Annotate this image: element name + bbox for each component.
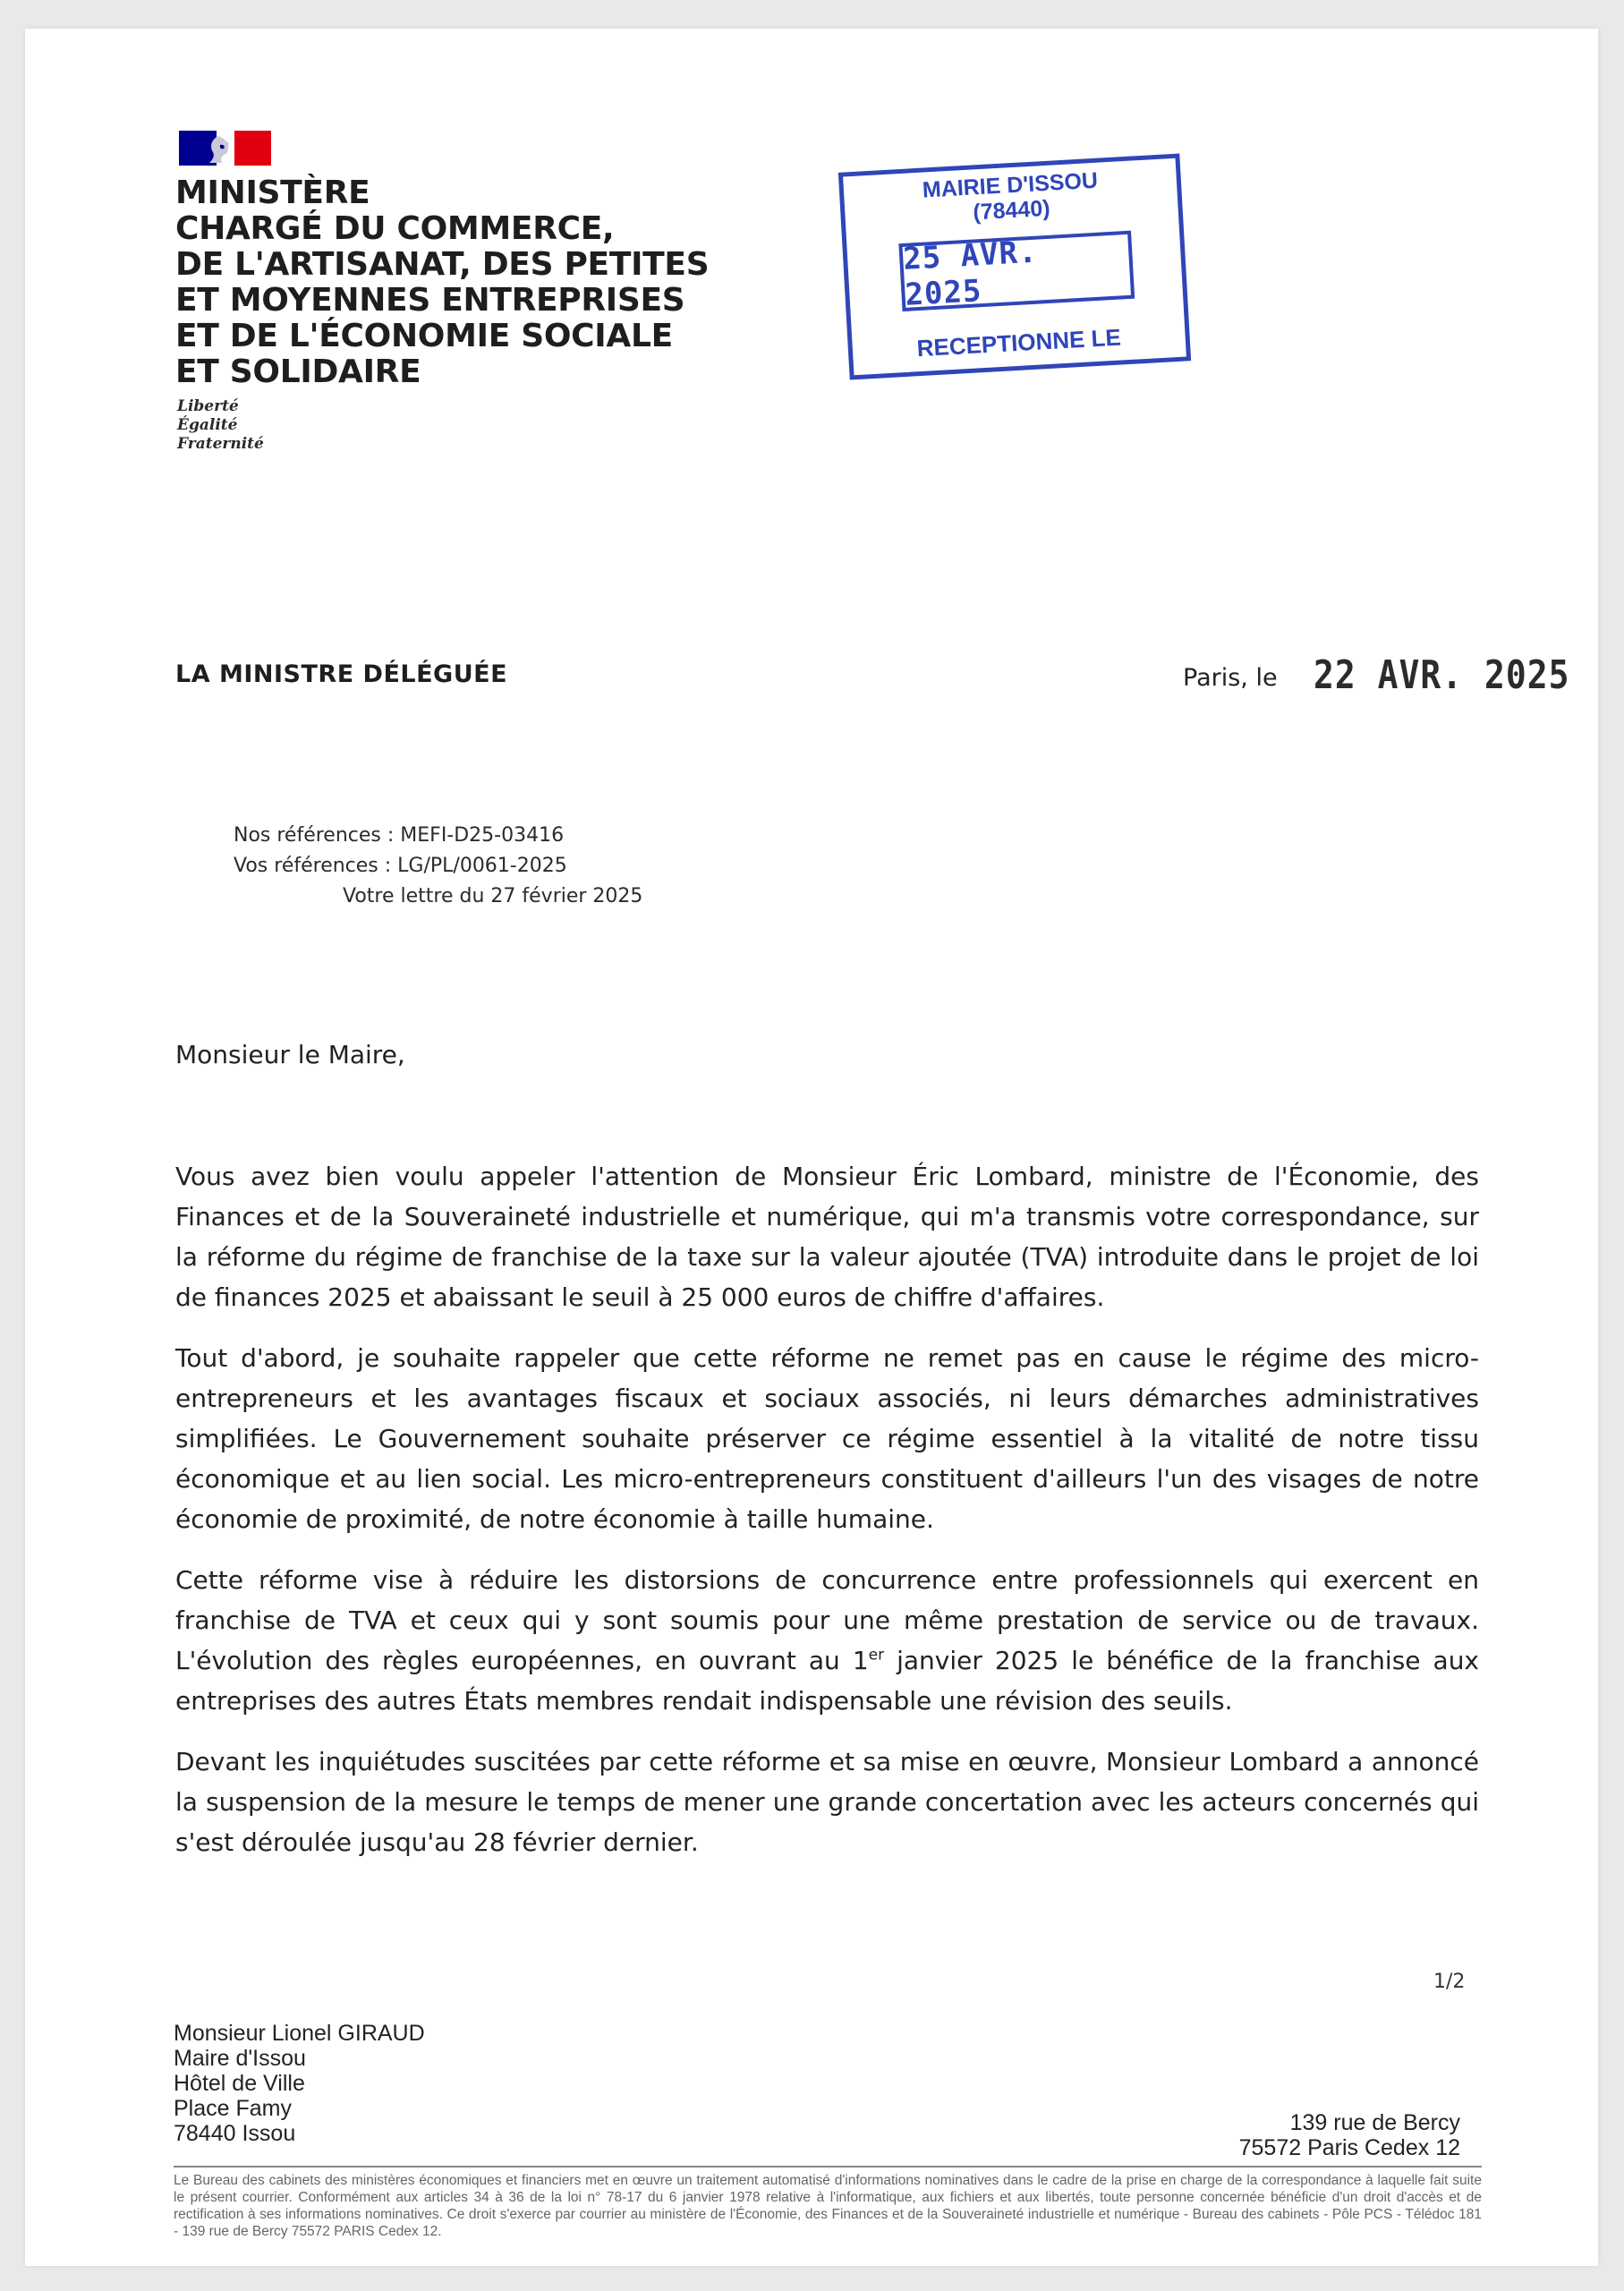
your-reference: Vos références : LG/PL/0061-2025 <box>234 855 567 877</box>
our-reference: Nos références : MEFI-D25-03416 <box>234 824 565 847</box>
addressee-line: Hôtel de Ville <box>174 2071 305 2096</box>
references-block <box>234 821 642 912</box>
ministry-line: ET SOLIDAIRE <box>175 353 421 390</box>
stamp-title <box>843 164 1178 233</box>
stamp-date: 25 AVR. 2025 <box>898 231 1135 311</box>
page-number: 1/2 <box>1433 1971 1466 1993</box>
your-letter-date: Votre lettre du 27 février 2025 <box>343 885 643 907</box>
addressee-line: 78440 Issou <box>174 2121 296 2146</box>
ministry-name <box>175 175 748 390</box>
addressee-line: Maire d'Issou <box>174 2046 306 2071</box>
ministry-line: DE L'ARTISANAT, DES PETITES <box>175 246 710 283</box>
paragraph-text: janvier 2025 le bénéfice de la franchise aux entreprises des autres États membres rendait indispensable une révision des seuils. <box>175 1646 1480 1716</box>
ministry-line: CHARGÉ DU COMMERCE, <box>175 210 615 247</box>
sender-address-line: 139 rue de Bercy <box>1289 2110 1460 2135</box>
stamp-title-line: MAIRIE D'ISSOU <box>922 167 1099 203</box>
ministry-line: ET MOYENNES ENTREPRISES <box>175 282 685 319</box>
letter-body <box>175 1156 1479 1883</box>
salutation: Monsieur le Maire, <box>175 1040 405 1069</box>
addressee-line: Place Famy <box>174 2096 292 2121</box>
ministry-line: MINISTÈRE <box>175 175 370 211</box>
privacy-notice: Le Bureau des cabinets des ministères économiques et financiers met en œuvre un traitement automatisé d'informations nominatives dans le cadre de la prise en charge de la correspondance à laquelle fait suite le présent courrier. Conformément aux articles 34 à 36 de la loi n° 78-17 du 6 janvier 1978 relative à l'informatique, aux fichiers et aux libertés, toute personne concernée bénéficie d'un droit d'accès et de rectification à ses informations nominatives. Ce droit s'exerce par courrier au ministère de l'Économie, des Finances et de la Souveraineté industrielle et numérique - Bureau des cabinets - Pôle PCS - Télédoc 181 - 139 rue de Bercy 75572 PARIS Cedex 12. <box>174 2173 1482 2239</box>
motto-line: Fraternité <box>177 435 264 453</box>
letter-page <box>25 29 1598 2266</box>
addressee-line: Monsieur Lionel GIRAUD <box>174 2021 425 2046</box>
signatory-title: LA MINISTRE DÉLÉGUÉE <box>175 660 508 688</box>
ordinal-superscript: er <box>868 1646 885 1665</box>
stamp-title-line: (78440) <box>972 195 1051 226</box>
addressee-block <box>174 2021 425 2146</box>
ministry-line: ET DE L'ÉCONOMIE SOCIALE <box>175 318 673 354</box>
marianne-profile-icon <box>206 134 233 165</box>
paragraph: Vous avez bien voulu appeler l'attention de Monsieur Éric Lombard, ministre de l'Économie, des Finances et de la Souveraineté industrielle et numérique, qui m'a transmis votre correspondance, sur la réforme du régime de franchise de la taxe sur la valeur ajoutée (TVA) introduite dans le projet de loi de finances 2025 et abaissant le seuil à 25 000 euros de chiffre d'affaires. <box>175 1162 1479 1312</box>
footer-divider <box>174 2166 1482 2168</box>
paragraph-text: Cette réforme vise à réduire les distorsions de concurrence entre professionnels qui exercent en franchise de TVA et ceux qui y sont soumis pour une même prestation de service ou de travaux. L'évolution des règles européennes, en ouvrant au 1 <box>175 1565 1479 1675</box>
marianne-flag-logo <box>179 131 271 166</box>
letter-place: Paris, le <box>1183 664 1278 692</box>
republic-motto <box>177 397 264 454</box>
sender-address-line: 75572 Paris Cedex 12 <box>1238 2135 1460 2160</box>
letter-date: 22 AVR. 2025 <box>1314 652 1570 698</box>
paragraph <box>175 1560 1479 1721</box>
paragraph: Devant les inquiétudes suscitées par cette réforme et sa mise en œuvre, Monsieur Lombard a annoncé la suspension de la mesure le temps de mener une grande concertation avec les acteurs concernés qui s'est déroulée jusqu'au 28 février dernier. <box>175 1747 1479 1857</box>
motto-line: Égalité <box>177 416 238 434</box>
paragraph: Tout d'abord, je souhaite rappeler que cette réforme ne remet pas en cause le régime des micro-entrepreneurs et les avantages fiscaux et sociaux associés, ni leurs démarches administratives simplifiées. Le Gouvernement souhaite préserver ce régime essentiel à la vitalité de notre tissu économique et au lien social. Les micro-entrepreneurs constituent d'ailleurs l'un des visages de notre économie de proximité, de notre économie à taille humaine. <box>175 1343 1479 1534</box>
motto-line: Liberté <box>177 397 239 415</box>
stamp-caption: RECEPTIONNE LE <box>915 323 1122 362</box>
reception-stamp <box>838 154 1191 380</box>
sender-address <box>1239 2110 1460 2160</box>
